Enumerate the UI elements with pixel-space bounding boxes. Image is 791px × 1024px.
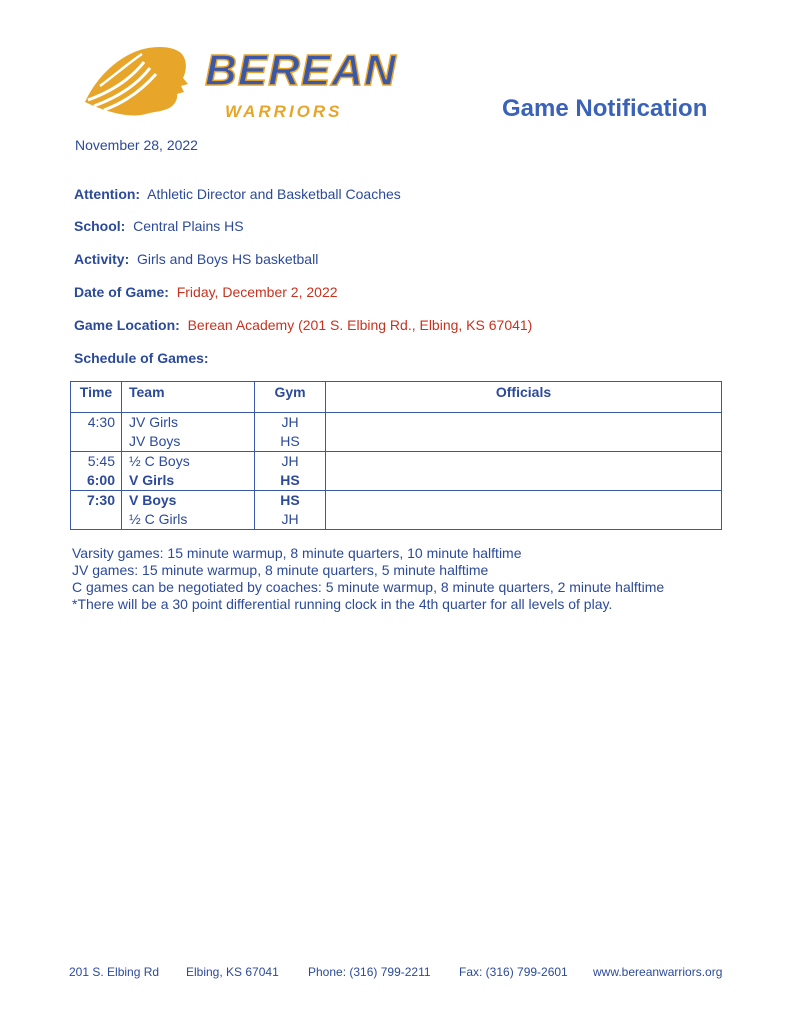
time-value: 7:30 xyxy=(86,492,115,508)
footer-phone: Phone: (316) 799-2211 xyxy=(308,965,431,979)
page-title: Game Notification xyxy=(502,95,708,122)
activity-field xyxy=(74,251,318,267)
date-of-game-value: Friday, December 2, 2022 xyxy=(176,284,338,300)
footer-address: 201 S. Elbing Rd xyxy=(69,965,160,979)
gym-value: HS xyxy=(280,492,300,508)
schedule-heading: Schedule of Games: xyxy=(74,350,209,366)
attention-label: Attention: xyxy=(74,186,141,202)
game-rules-notes xyxy=(72,545,664,613)
footer-city: Elbing, KS 67041 xyxy=(186,965,279,979)
date-of-game-field xyxy=(74,284,338,300)
logo-wordmark: BEREAN xyxy=(205,46,397,95)
table-row xyxy=(71,491,722,530)
column-header-time: Time xyxy=(71,382,122,413)
gym-cell xyxy=(255,491,326,530)
attention-value: Athletic Director and Basketball Coaches xyxy=(147,186,401,202)
time-value xyxy=(71,510,121,529)
school-label: School: xyxy=(74,218,126,234)
berean-logo xyxy=(80,40,397,130)
time-value: 5:45 xyxy=(87,453,115,469)
time-cell xyxy=(71,413,122,452)
gym-value: HS xyxy=(280,433,300,449)
note-line: Varsity games: 15 minute warmup, 8 minute quarters, 10 minute halftime xyxy=(72,545,522,561)
time-value: 6:00 xyxy=(86,472,115,488)
team-value: JV Boys xyxy=(129,433,181,449)
activity-value: Girls and Boys HS basketball xyxy=(137,251,319,267)
location-value: Berean Academy (201 S. Elbing Rd., Elbing, KS 67041) xyxy=(187,317,533,333)
officials-cell xyxy=(326,491,722,530)
footer-fax: Fax: (316) 799-2601 xyxy=(459,965,568,979)
letter-date: November 28, 2022 xyxy=(75,137,198,153)
team-value: JV Girls xyxy=(129,414,178,430)
team-cell xyxy=(122,413,255,452)
gym-value: JH xyxy=(281,453,299,469)
gym-value: JH xyxy=(281,511,299,527)
column-header-gym: Gym xyxy=(255,382,326,413)
officials-cell xyxy=(326,413,722,452)
date-of-game-label: Date of Game: xyxy=(74,284,169,300)
team-value: ½ C Girls xyxy=(129,511,188,527)
attention-field xyxy=(74,186,401,202)
column-header-officials: Officials xyxy=(326,382,722,413)
school-value: Central Plains HS xyxy=(133,218,244,234)
team-cell xyxy=(122,452,255,491)
table-header-row xyxy=(71,382,722,413)
table-row xyxy=(71,413,722,452)
officials-cell xyxy=(326,452,722,491)
note-line: *There will be a 30 point differential running clock in the 4th quarter for all levels of play. xyxy=(72,596,613,612)
gym-value: HS xyxy=(280,472,300,488)
time-cell xyxy=(71,452,122,491)
time-cell xyxy=(71,491,122,530)
warrior-head-icon xyxy=(80,40,190,120)
note-line: C games can be negotiated by coaches: 5 minute warmup, 8 minute quarters, 2 minute halftime xyxy=(72,579,665,595)
column-header-team: Team xyxy=(122,382,255,413)
team-value: V Boys xyxy=(129,492,177,508)
logo-subtitle: WARRIORS xyxy=(225,102,343,121)
gym-cell xyxy=(255,452,326,491)
time-value xyxy=(71,432,121,451)
location-field xyxy=(74,317,532,333)
team-value: ½ C Boys xyxy=(129,453,190,469)
gym-value: JH xyxy=(281,414,299,430)
footer-website: www.bereanwarriors.org xyxy=(593,965,723,979)
location-label: Game Location: xyxy=(74,317,180,333)
note-line: JV games: 15 minute warmup, 8 minute quarters, 5 minute halftime xyxy=(72,562,489,578)
team-cell xyxy=(122,491,255,530)
school-field xyxy=(74,218,244,234)
team-value: V Girls xyxy=(129,472,175,488)
schedule-table xyxy=(70,381,722,530)
activity-label: Activity: xyxy=(74,251,130,267)
gym-cell xyxy=(255,413,326,452)
time-value: 4:30 xyxy=(87,414,115,430)
table-row xyxy=(71,452,722,491)
